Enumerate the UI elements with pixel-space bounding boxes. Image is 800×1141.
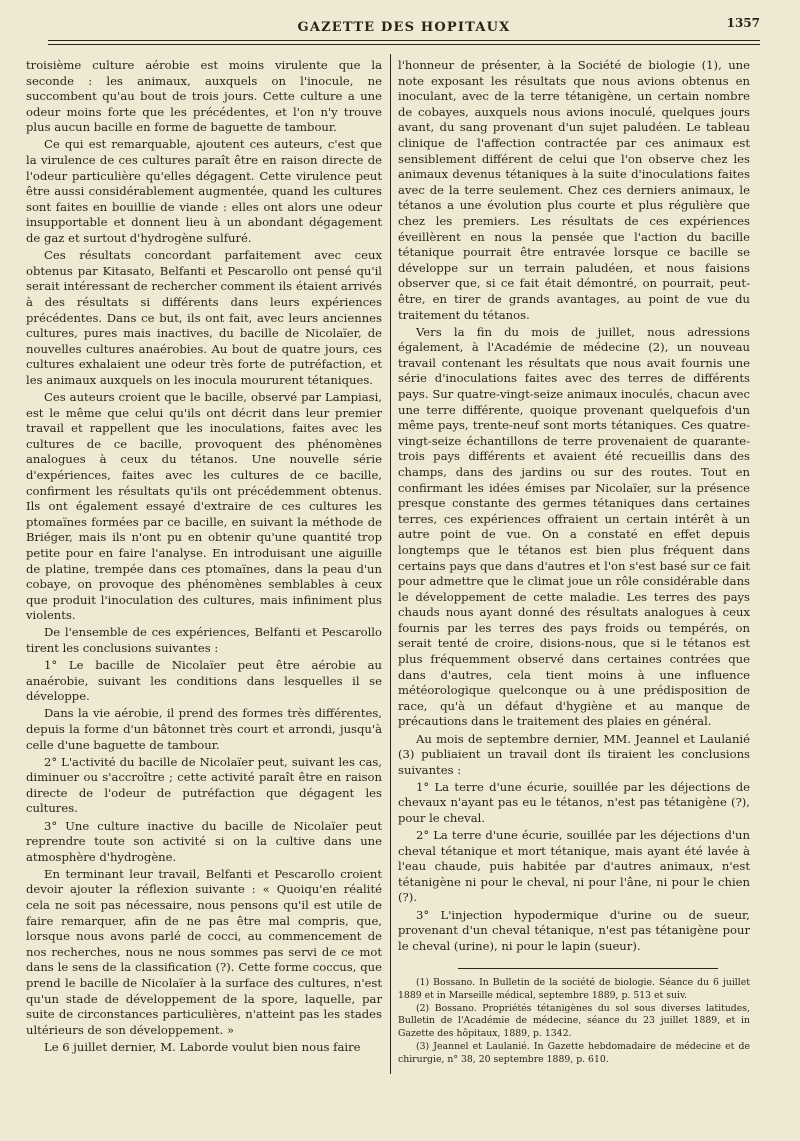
footnote: (1) Bossano. In Bulletin de la société de biologie. Séance du 6 juillet 1889 et in Marseille médical, septembre 1889, p. 513 et suiv. <box>398 977 750 1001</box>
running-header <box>48 16 760 42</box>
paragraph: Au mois de septembre dernier, MM. Jeannel et Laulanié (3) publiaient un travail dont ils tiraient les conclusions suivantes : <box>398 731 750 777</box>
footnote-rule <box>458 968 718 969</box>
paragraph: Ces résultats concordant parfaitement avec ceux obtenus par Kitasato, Belfanti et Pescarollo ont pensé qu'il serait intéressant de rechercher comment ils étaient arrivés à des résultats si différents dans leurs expériences précédentes. Dans ce but, ils ont fait, avec leurs anciennes cultures, pures mais inactives, du bacille de Nicolaïer, de nouvelles cultures anaérobies. Au bout de quatre jours, ces cultures exhalaient une odeur très forte de putréfaction, et les animaux auxquels on les inocula moururent tétaniques. <box>26 248 382 387</box>
paragraph: 3° Une culture inactive du bacille de Nicolaïer peut reprendre toute son activité si on la cultive dans une atmosphère d'hydrogène. <box>26 818 382 864</box>
column-divider <box>390 54 391 1074</box>
header-rule-thin <box>48 44 760 45</box>
journal-title: GAZETTE DES HOPITAUX <box>297 20 511 35</box>
paragraph: 2° L'activité du bacille de Nicolaïer peut, suivant les cas, diminuer ou s'accroître ; cette activité paraît être en raison directe de l'odeur de putréfaction que dégagent les cultures. <box>26 754 382 816</box>
footnote: (2) Bossano. Propriétés tétanigènes du sol sous diverses latitudes, Bulletin de l'Académie de médecine, séance du 23 juillet 1889, et in Gazette des hôpitaux, 1889, p. 1342. <box>398 1003 750 1039</box>
paragraph: Vers la fin du mois de juillet, nous adressions également, à l'Académie de médecine (2), un nouveau travail contenant les résultats que nous avait fournis une série d'inoculations faites avec des terres de différents pays. Sur quatre-vingt-seize animaux inoculés, chacun avec une terre différente, quoique provenant quelquefois d'un même pays, trente-neuf sont morts tétaniques. Ces quatre-vingt-seize échantillons de terre provenaient de quarante-trois pays différents et avaient été recueillis dans des champs, dans des jardins ou sur des routes. Tout en confirmant les idées émises par Nicolaïer, sur la présence presque constante des germes tétaniques dans certaines terres, ces expériences offraient un certain intérêt à un autre point de vue. On a constaté en effet depuis longtemps que le tétanos est bien plus fréquent dans certains pays que dans d'autres et l'on s'est basé sur ce fait pour admettre que le climat joue un rôle considérable dans le développement de cette maladie. Les terres des pays chauds nous ayant donné des résultats analogues à ceux fournis par les terres des pays froids ou tempérés, on serait tenté de croire, disions-nous, que si le tétanos est plus fréquemment observé dans certaines contrées que dans d'autres, cela tient moins à une influence météorologique quelconque ou à une prédisposition de race, qu'à un défaut d'hygiène et au manque de précautions dans le traitement des plaies en général. <box>398 324 750 729</box>
paragraph: Le 6 juillet dernier, M. Laborde voulut bien nous faire <box>44 1039 361 1054</box>
paragraph: En terminant leur travail, Belfanti et Pescarollo croient devoir ajouter la réflexion suivante : « Quoiqu'en réalité cela ne soit pas nécessaire, nous pensons qu'il est utile de faire remarquer, afin de ne pas être mal compris, que, lorsque nous avons parlé de cocci, au commencement de nos recherches, nous ne nous sommes pas servi de ce mot dans le sens de la classification (?). Cette forme coccus, que prend le bacille de Nicolaïer à la surface des cultures, n'est qu'un stade de développement de la spore, laquelle, par suite de circonstances particulières, n'atteint pas les stades ultérieurs de son développement. » <box>26 866 382 1037</box>
paragraph: 3° L'injection hypodermique d'urine ou de sueur, provenant d'un cheval tétanique, n'est pas tétanigène pour le cheval (urine), ni pour le lapin (sueur). <box>398 907 750 953</box>
paragraph: Dans la vie aérobie, il prend des formes très différentes, depuis la forme d'un bâtonnet très court et arrondi, jusqu'à celle d'une baguette de tambour. <box>26 706 382 752</box>
footnote: (3) Jeannel et Laulanié. In Gazette hebdomadaire de médecine et de chirurgie, n° 38, 20 septembre 1889, p. 610. <box>398 1041 750 1065</box>
paragraph: l'honneur de présenter, à la Société de biologie (1), une note exposant les résultats que nous avions obtenus en inoculant, avec de la terre tétanigène, un certain nombre de cobayes, auxquels nous avions inoculé, quelques jours avant, du sang provenant d'un sujet paludéen. Le tableau clinique de l'affection contractée par ces animaux est sensiblement différent de celui que l'on observe chez les animaux devenus tétaniques à la suite d'inoculations faites avec de la terre seulement. Chez ces derniers animaux, le tétanos a une évolution plus courte et plus régulière que chez les premiers. Les résultats de ces expériences éveillèrent en nous la pensée que l'action du bacille tétanique pourrait être entravée lorsque ce bacille se développe sur un terrain paludéen, et nous faisions observer que, si ce fait était démontré, on pourrait, peut-être, en tirer de grands avantages, au point de vue du traitement du tétanos. <box>398 58 750 322</box>
paragraph: troisième culture aérobie est moins virulente que la seconde : les animaux, auxquels on l'inocule, ne succombent qu'au bout de trois jours. Cette culture a une odeur moins forte que les précédentes, et l'on n'y trouve plus aucun bacille en forme de baguette de tambour. <box>26 58 382 135</box>
right-column <box>398 58 750 1067</box>
paragraph: Ce qui est remarquable, ajoutent ces auteurs, c'est que la virulence de ces cultures paraît être en raison directe de l'odeur particulière qu'elles dégagent. Cette virulence peut être aussi considérablement augmentée, quand les cultures sont faites en bouillie de viande : elles ont alors une odeur insupportable et donnent lieu à un abondant dégagement de gaz et surtout d'hydrogène sulfuré. <box>26 137 382 246</box>
header-rule <box>48 40 760 41</box>
page-number: 1357 <box>726 16 760 30</box>
paragraph: De l'ensemble de ces expériences, Belfanti et Pescarollo tirent les conclusions suivantes : <box>26 625 382 655</box>
paragraph: 1° La terre d'une écurie, souillée par les déjections de chevaux n'ayant pas eu le tétanos, n'est pas tétanigène (?), pour le cheval. <box>398 779 750 825</box>
paragraph: Ces auteurs croient que le bacille, observé par Lampiasi, est le même que celui qu'ils ont décrit dans leur premier travail et rappellent que les inoculations, faites avec les cultures de ce bacille, provoquent des phénomènes analogues à ceux du tétanos. Une nouvelle série d'expériences, faites avec les cultures de ce bacille, confirment les résultats qu'ils ont précédemment obtenus. Ils ont également essayé d'extraire de ces cultures les ptomaïnes formées par ce bacille, en suivant la méthode de Briéger, mais ils n'ont pu en obtenir qu'une quantité trop petite pour en faire l'analyse. En introduisant une aiguille de platine, trempée dans ces ptomaïnes, dans la peau d'un cobaye, on provoque des phénomènes semblables à ceux que produit l'inoculation des cultures, mais infiniment plus violents. <box>26 389 382 623</box>
left-column <box>26 58 382 1057</box>
paragraph: 2° La terre d'une écurie, souillée par les déjections d'un cheval tétanique et mort tétanique, mais ayant été lavée à l'eau chaude, puis habitée par d'autres animaux, n'est tétanigène ni pour le cheval, ni pour l'âne, ni pour le chien (?). <box>398 828 750 905</box>
paragraph: 1° Le bacille de Nicolaïer peut être aérobie au anaérobie, suivant les conditions dans lesquelles il se développe. <box>26 658 382 704</box>
